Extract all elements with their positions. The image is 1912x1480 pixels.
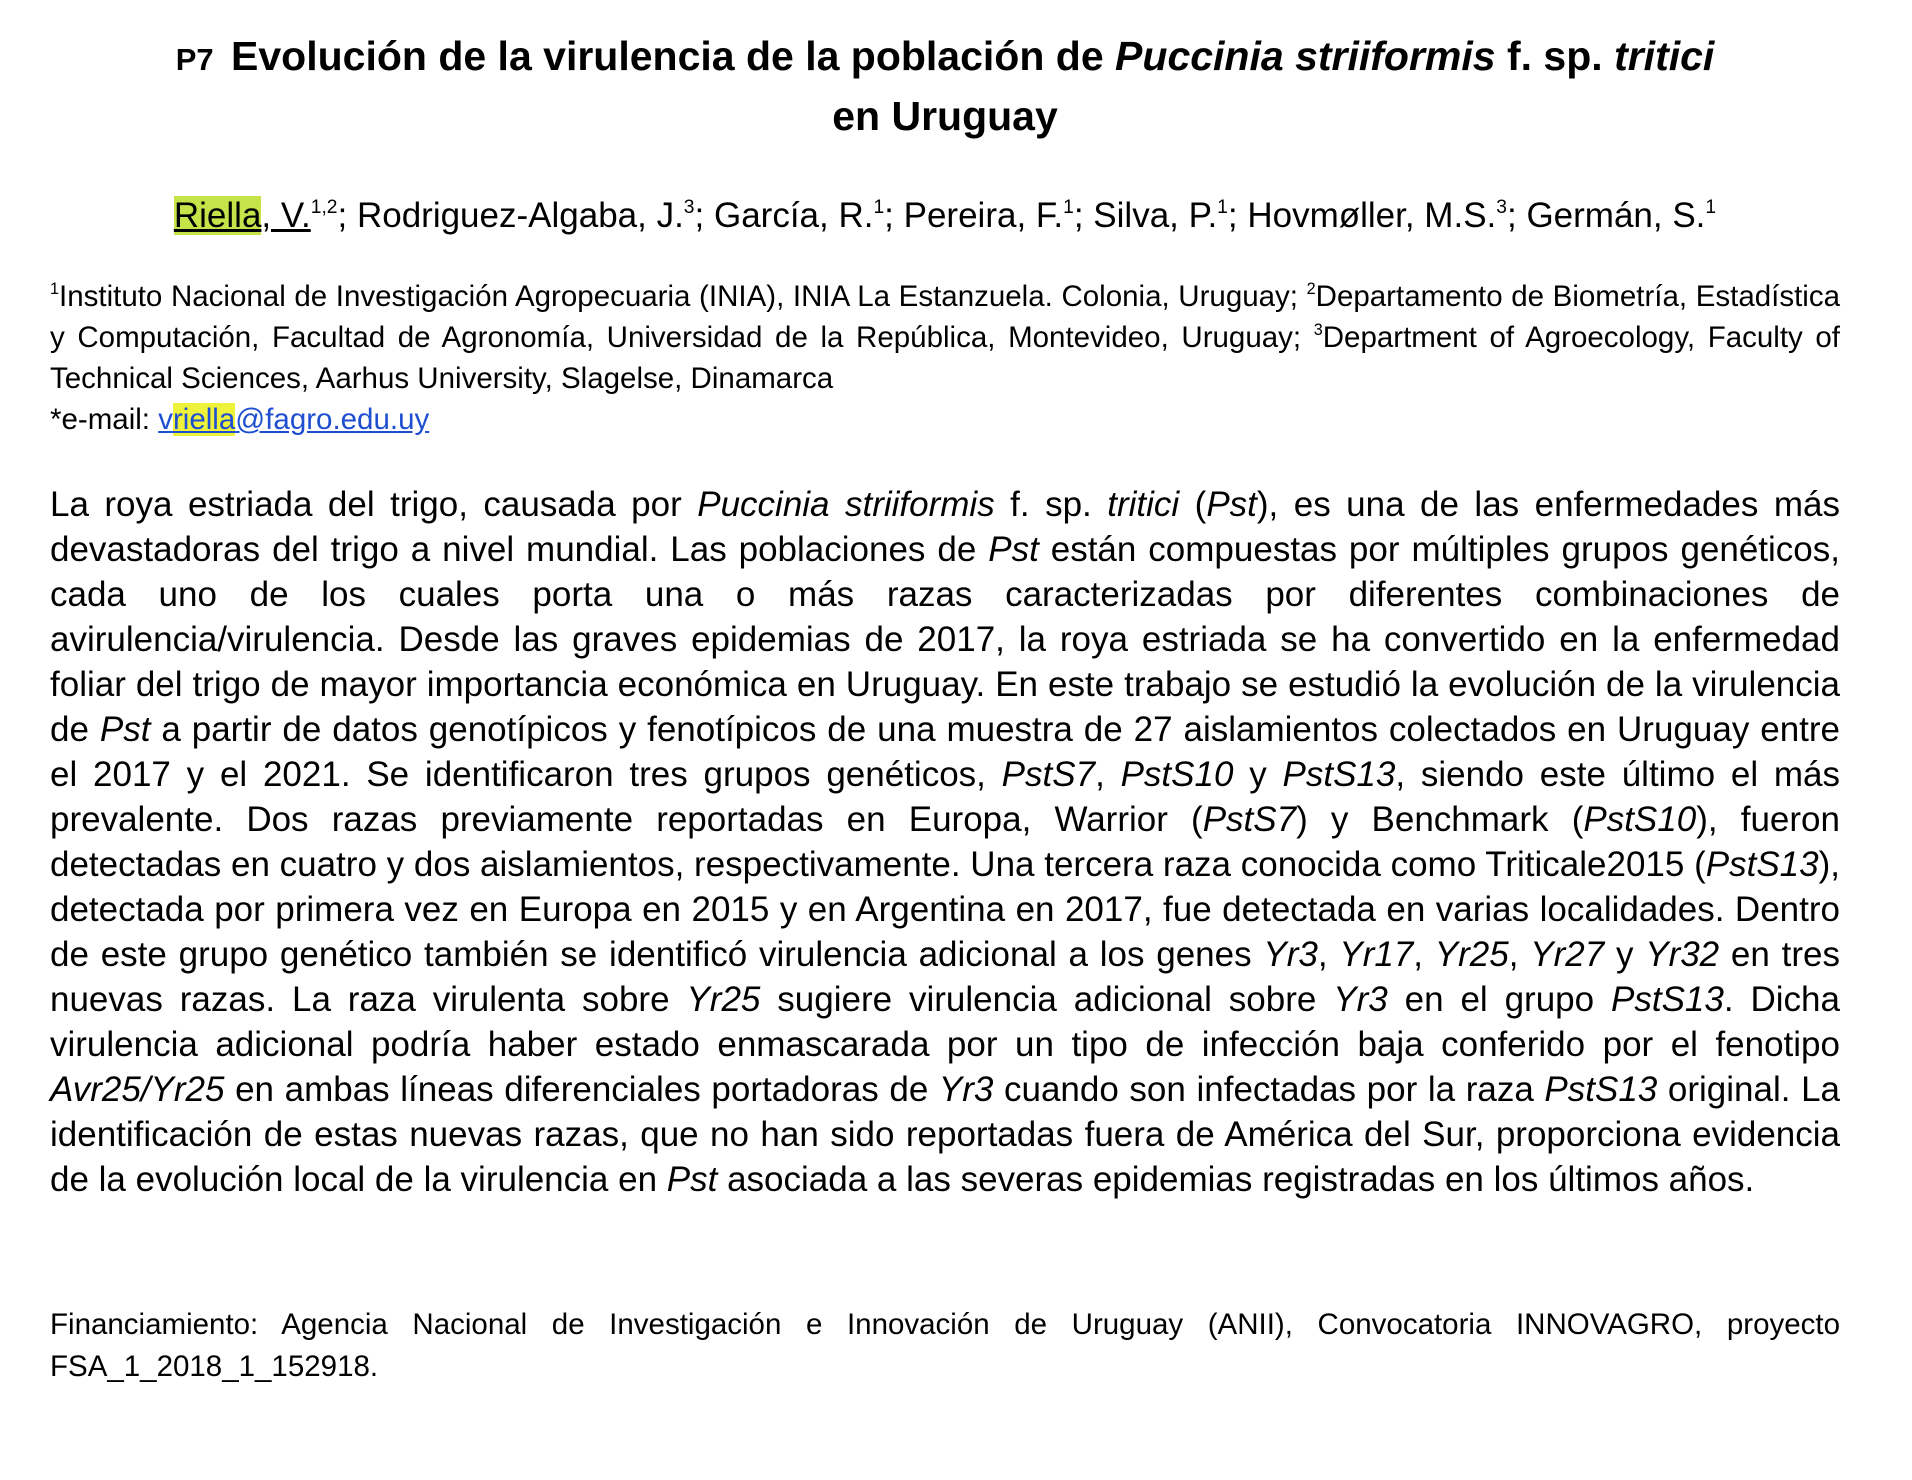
title-line2: en Uruguay — [832, 93, 1058, 139]
presenter-surname-highlight: Riella — [173, 196, 262, 235]
abstract-text-run: cuando son infectadas por la raza — [993, 1070, 1545, 1109]
email-start: v — [158, 403, 173, 436]
abstract-text-run: ), fueron detectadas en cuatro y dos aislamientos, respectivamente. Una tercera raza conocida como Triticale2015 ( — [50, 800, 1840, 884]
email-end: @fagro.edu.uy — [235, 403, 430, 436]
abstract-text-run: ), es una de las enfermedades más devastadoras del trigo a nivel mundial. Las poblaciones de — [50, 485, 1840, 569]
author-name: Germán, S. — [1526, 196, 1706, 235]
abstract-text-run: sugiere virulencia adicional sobre — [760, 980, 1334, 1019]
author-name: Rodriguez-Algaba, J. — [356, 196, 684, 235]
abstract-italic-term: Yr3 — [1333, 980, 1388, 1019]
abstract-text-run: en el grupo — [1387, 980, 1612, 1019]
author-sup: 1,2 — [310, 196, 338, 218]
email-label: *e-mail: — [50, 403, 159, 436]
affiliations — [50, 276, 1840, 440]
abstract-italic-term: Pst — [988, 530, 1039, 569]
document-page — [50, 28, 1840, 1388]
abstract-text-run: en ambas líneas diferenciales portadoras de — [224, 1070, 939, 1109]
abstract-text-run: , — [1413, 935, 1435, 974]
abstract-text-run: , — [1095, 755, 1121, 794]
abstract-text-run: a partir de datos genotípicos y fenotípicos de una muestra de 27 aislamientos colectados en Uruguay entre el 2017 y el 2021. Se identificaron tres grupos genéticos, — [50, 710, 1841, 794]
poster-code: P7 — [175, 42, 214, 77]
abstract-text-run: asociada a las severas epidemias registradas en los últimos años. — [717, 1160, 1755, 1199]
abstract-text-run: , — [1508, 935, 1531, 974]
funding-statement: Financiamiento: Agencia Nacional de Investigación e Innovación de Uruguay (ANII), Convocatoria INNOVAGRO, proyecto FSA_1_2018_1_152918. — [50, 1308, 1840, 1383]
author-sep: ; — [1506, 196, 1527, 235]
abstract-text-run: , siendo este último el más prevalente. Dos razas previamente reportadas en Europa, Warrior ( — [50, 755, 1840, 839]
abstract-italic-term: PstS7 — [1001, 755, 1096, 794]
affiliation-text: Departamento de Biometría, Estadística y Computación, Facultad de Agronomía, Universidad de la República, Montevideo, Uruguay; — [50, 280, 1840, 354]
affiliation-sup: 3 — [1313, 320, 1323, 339]
author-sup: 1 — [873, 196, 885, 218]
abstract-body — [50, 482, 1840, 1202]
title-text-part1: Evolución de la virulencia de la población de — [231, 33, 1104, 79]
abstract-text-run: en tres nuevas razas. La raza virulenta sobre — [50, 935, 1840, 1019]
abstract-italic-term: PstS13 — [1544, 1070, 1658, 1109]
author-sep: ; — [1227, 196, 1248, 235]
presenting-author — [174, 196, 311, 235]
abstract-italic-term: PstS13 — [1611, 980, 1724, 1019]
abstract-text-run: original. La identificación de estas nuevas razas, que no han sido reportadas fuera de América del Sur, proporciona evidencia de la evolución local de la virulencia en — [50, 1070, 1840, 1199]
abstract-italic-term: Yr25 — [686, 980, 761, 1019]
author-list — [50, 194, 1840, 238]
abstract-italic-term: PstS10 — [1120, 755, 1234, 794]
abstract-text-run: ( — [1179, 485, 1207, 524]
author-sup: 1 — [1705, 196, 1717, 218]
email-link[interactable] — [158, 403, 429, 436]
author-sup: 3 — [683, 196, 695, 218]
abstract-italic-term: Yr3 — [1263, 935, 1318, 974]
abstract-italic-term: PstS7 — [1202, 800, 1297, 839]
author-name: Pereira, F. — [903, 196, 1064, 235]
abstract-italic-term: Yr3 — [938, 1070, 994, 1109]
abstract-italic-term: Pst — [1206, 485, 1257, 524]
abstract-text-run: , — [1317, 935, 1340, 974]
author-name: Silva, P. — [1093, 196, 1218, 235]
author-name: García, R. — [713, 196, 874, 235]
abstract-italic-term: Yr25 — [1434, 935, 1509, 974]
abstract-text-run: están compuestas por múltiples grupos genéticos, cada uno de los cuales porta una o más razas caracterizadas por diferentes combinaciones de avirulencia/virulencia. Desde las graves epidemias de 2017, la roya estriada se ha convertido en la enfermedad foliar del trigo de mayor importancia económica en Uruguay. En este trabajo se estudió la evolución de la virulencia de — [50, 530, 1840, 749]
page-title — [50, 28, 1840, 144]
author-sep: ; — [694, 196, 714, 235]
affiliation-sup: 2 — [1306, 279, 1316, 298]
abstract-text-run: y — [1233, 755, 1283, 794]
abstract-italic-term: Pst — [99, 710, 151, 749]
abstract-italic-term: Pst — [666, 1160, 718, 1199]
author-sep: ; — [884, 196, 904, 235]
abstract-italic-term: Yr27 — [1530, 935, 1605, 974]
title-species: Puccinia striiformis — [1115, 33, 1496, 79]
email-highlight: riella — [172, 403, 236, 436]
abstract-text-run: f. sp. — [994, 485, 1108, 524]
abstract-text-run: . Dicha virulencia adicional podría haber estado enmascarada por un tipo de infección baja conferido por el fenotipo — [50, 980, 1840, 1064]
affiliation-text: Department of Agroecology, Faculty of Technical Sciences, Aarhus University, Slagelse, Dinamarca — [50, 321, 1840, 395]
affiliation-sup: 1 — [50, 279, 60, 298]
abstract-italic-term: tritici — [1107, 485, 1180, 524]
author-sup: 3 — [1496, 196, 1507, 218]
author-sep: ; — [1073, 196, 1094, 235]
abstract-text-run: ) y Benchmark ( — [1296, 800, 1584, 839]
abstract-text-run: La roya estriada del trigo, causada por — [50, 485, 698, 524]
abstract-italic-term: PstS13 — [1282, 755, 1396, 794]
presenter-initial: , V. — [261, 196, 311, 235]
affiliation-text: Instituto Nacional de Investigación Agropecuaria (INIA), INIA La Estanzuela. Colonia, Uruguay; — [59, 280, 1307, 313]
abstract-italic-term: Puccinia striiformis — [697, 485, 995, 524]
title-text-part2: f. sp. — [1506, 33, 1603, 79]
abstract-italic-term: PstS10 — [1583, 800, 1697, 839]
title-forma: tritici — [1614, 33, 1715, 79]
author-sup: 1 — [1217, 196, 1228, 218]
abstract-italic-term: Yr17 — [1339, 935, 1414, 974]
author-name: Hovmøller, M.S. — [1247, 196, 1497, 235]
abstract-text-run: y — [1604, 935, 1646, 974]
abstract-italic-term: PstS13 — [1705, 845, 1819, 884]
author-sep: ; — [337, 196, 357, 235]
abstract-italic-term: Yr32 — [1645, 935, 1720, 974]
abstract-italic-term: Avr25/Yr25 — [50, 1070, 225, 1109]
author-sup: 1 — [1063, 196, 1074, 218]
abstract-text-run: ), detectada por primera vez en Europa en 2015 y en Argentina en 2017, fue detectada en varias localidades. Dentro de este grupo genético también se identificó virulencia adicional a los genes — [50, 845, 1840, 974]
